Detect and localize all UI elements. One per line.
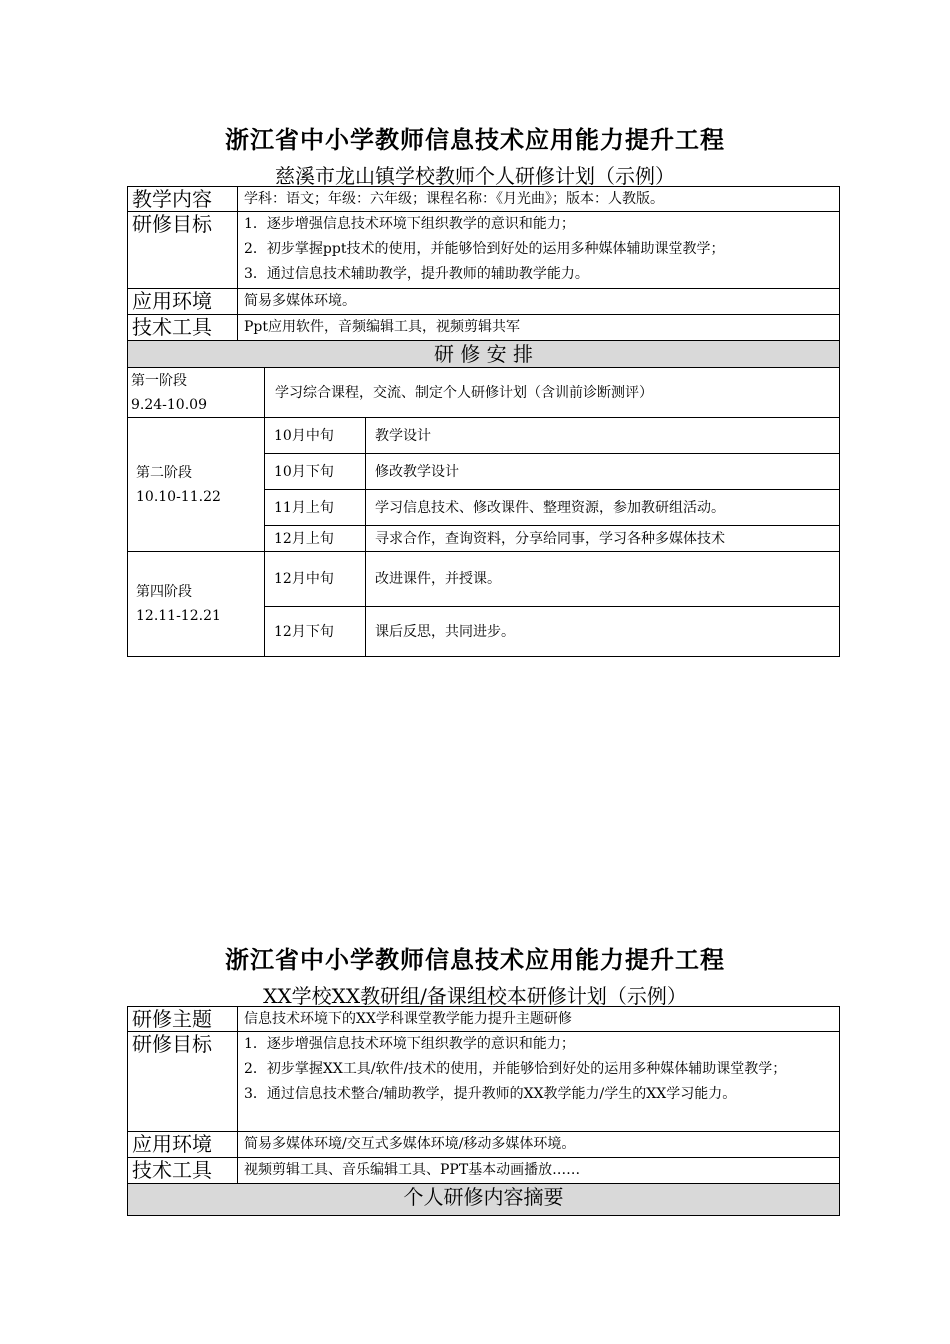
row-label: 技术工具 <box>128 1158 238 1184</box>
task-cell: 教学设计 <box>366 418 840 454</box>
goal-item: 1．逐步增强信息技术环境下组织教学的意识和能力； <box>244 216 575 232</box>
stage2-row <box>128 418 840 454</box>
row-label: 应用环境 <box>128 1132 238 1158</box>
goal-item: 3．通过信息技术辅助教学，提升教师的辅助教学能力。 <box>244 266 589 282</box>
task-cell: 改进课件，并授课。 <box>366 552 840 607</box>
doc1-row-goals <box>128 212 840 289</box>
time-cell: 12月下旬 <box>265 607 366 657</box>
summary-band-title: 个人研修内容摘要 <box>128 1184 840 1216</box>
stage-name: 第二阶段 <box>136 464 192 481</box>
schedule-band-title: 研 修 安 排 <box>128 341 840 368</box>
task-cell: 学习信息技术、修改课件、整理资源，参加教研组活动。 <box>366 490 840 526</box>
row-label: 研修主题 <box>128 1007 238 1032</box>
doc2-row-environment <box>128 1132 840 1158</box>
goal-item: 3．通过信息技术整合/辅助教学，提升教师的XX教学能力/学生的XX学习能力。 <box>244 1086 737 1102</box>
row-value: 学科：语文；年级：六年级；课程名称：《月光曲》；版本：人教版。 <box>238 187 840 212</box>
doc2-info-table <box>127 1006 840 1216</box>
row-label: 研修目标 <box>128 212 238 289</box>
doc1-row-tools <box>128 315 840 341</box>
stage4-cell <box>128 552 265 657</box>
time-cell: 12月中旬 <box>265 552 366 607</box>
stage-dates: 12.11-12.21 <box>136 608 221 624</box>
time-cell: 10月中旬 <box>265 418 366 454</box>
row-value: 视频剪辑工具、音乐编辑工具、PPT基本动画播放…… <box>238 1158 840 1184</box>
task-cell: 寻求合作，查询资料，分享给同事，学习各种多媒体技术 <box>366 526 840 552</box>
stage-name: 第四阶段 <box>136 584 192 600</box>
row-value: Ppt应用软件，音频编辑工具，视频剪辑共军 <box>238 315 840 341</box>
stage1-row <box>128 368 840 418</box>
time-cell: 10月下旬 <box>265 454 366 490</box>
doc1-row-content <box>128 187 840 212</box>
stage-dates: 10.10-11.22 <box>136 488 221 505</box>
goal-item: 2．初步掌握ppt技术的使用，并能够恰到好处的运用多种媒体辅助课堂教学； <box>244 241 725 257</box>
doc1-row-environment <box>128 289 840 315</box>
goal-item: 1．逐步增强信息技术环境下组织教学的意识和能力； <box>244 1036 575 1052</box>
doc2-title: 浙江省中小学教师信息技术应用能力提升工程 <box>225 945 725 974</box>
row-label: 教学内容 <box>128 187 238 212</box>
goal-item: 2．初步掌握XX工具/软件/技术的使用，并能够恰到好处的运用多种媒体辅助课堂教学； <box>244 1061 787 1077</box>
goals-list <box>238 1032 840 1132</box>
doc2-row-theme <box>128 1007 840 1032</box>
row-value: 信息技术环境下的XX学科课堂教学能力提升主题研修 <box>238 1007 840 1032</box>
doc1-title: 浙江省中小学教师信息技术应用能力提升工程 <box>225 125 725 154</box>
time-cell: 12月上旬 <box>265 526 366 552</box>
stage-name: 第一阶段 <box>131 372 187 389</box>
time-cell: 11月上旬 <box>265 490 366 526</box>
doc2-row-goals <box>128 1032 840 1132</box>
row-value: 简易多媒体环境。 <box>238 289 840 315</box>
doc1-subtitle: 慈溪市龙山镇学校教师个人研修计划（示例） <box>275 164 675 188</box>
doc1-schedule-table <box>127 340 840 657</box>
row-value: 简易多媒体环境/交互式多媒体环境/移动多媒体环境。 <box>238 1132 840 1158</box>
doc2-subtitle: XX学校XX教研组/备课组校本研修计划（示例） <box>263 984 687 1008</box>
doc1-info-table <box>127 186 840 341</box>
stage1-content: 学习综合课程，交流、制定个人研修计划（含训前诊断测评） <box>265 368 840 418</box>
stage4-row <box>128 552 840 607</box>
goals-list <box>238 212 840 289</box>
row-label: 技术工具 <box>128 315 238 341</box>
stage2-cell <box>128 418 265 552</box>
task-cell: 课后反思，共同进步。 <box>366 607 840 657</box>
doc2-row-tools <box>128 1158 840 1184</box>
row-label: 应用环境 <box>128 289 238 315</box>
row-label: 研修目标 <box>128 1032 238 1132</box>
stage1-cell <box>128 368 265 418</box>
stage-dates: 9.24-10.09 <box>131 396 207 413</box>
task-cell: 修改教学设计 <box>366 454 840 490</box>
